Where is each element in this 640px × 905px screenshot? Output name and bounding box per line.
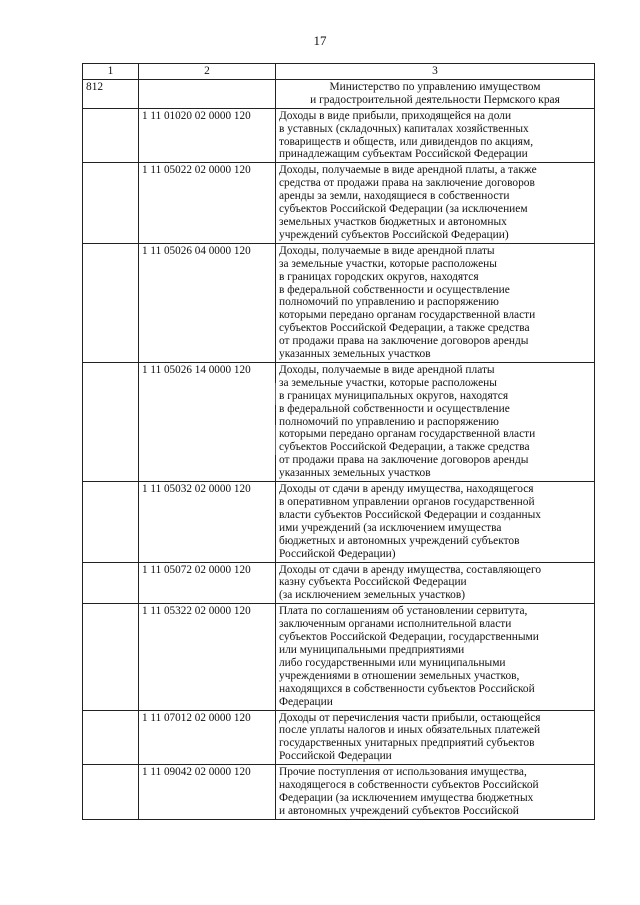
empty-cell [83,243,139,362]
revenue-description: Доходы, получаемые в виде арендной платы, а также средства от продажи права на заключение договоров аренды за земли, находящиеся в собственности субъектов Российской Федерации (за исключением земельных участков бюджетных и автономных учреждений субъектов Российской Федерации) [276,163,595,243]
empty-cell [83,163,139,243]
revenue-description: Доходы от сдачи в аренду имущества, составляющего казну субъекта Российской Федерации (за исключением земельных участков) [276,562,595,604]
empty-cell [83,765,139,820]
header-row [83,64,595,80]
revenue-description: Доходы от сдачи в аренду имущества, находящегося в оперативном управлении органов государственной власти субъектов Российской Федерации и созданных ими учреждений (за исключением имущества бюджетных и автономных учреждений субъектов Российской Федерации) [276,482,595,562]
empty-cell [83,362,139,481]
table-row [83,482,595,562]
table-row [83,604,595,710]
table-row [83,562,595,604]
table-row [83,108,595,163]
revenue-description: Доходы, получаемые в виде арендной платы за земельные участки, которые расположены в границах муниципальных округов, находятся в федеральной собственности и осуществление полномочий по управлению и распоряжению которыми передано органам государственной власти субъектов Российской Федерации, а также средства от продажи права на заключение договоров аренды указанных земельных участков [276,362,595,481]
page-number: 17 [313,33,327,48]
revenue-codes-table [82,63,595,820]
revenue-code: 1 11 07012 02 0000 120 [139,710,276,765]
ministry-name: Министерство по управлению имуществом и градостроительной деятельности Пермского края [276,79,595,108]
table-row [83,243,595,362]
revenue-code: 1 11 01020 02 0000 120 [139,108,276,163]
table-row [83,163,595,243]
revenue-description: Доходы в виде прибыли, приходящейся на доли в уставных (складочных) капиталах хозяйственных товариществ и обществ, или дивидендов по акциям, принадлежащим субъектам Российской Федерации [276,108,595,163]
table-row [83,765,595,820]
revenue-code: 1 11 05032 02 0000 120 [139,482,276,562]
empty-cell [83,562,139,604]
revenue-code: 1 11 09042 02 0000 120 [139,765,276,820]
revenue-code: 1 11 05322 02 0000 120 [139,604,276,710]
empty-cell [83,710,139,765]
header-col-2: 2 [139,64,276,80]
ministry-row [83,79,595,108]
ministry-empty-cell [139,79,276,108]
header-col-1: 1 [83,64,139,80]
revenue-description: Плата по соглашениям об установлении сервитута, заключенным органами исполнительной власти субъектов Российской Федерации, государственными или муниципальными предприятиями либо государственными или муниципальными учреждениями в отношении земельных участков, находящихся в собственности субъектов Российской Федерации [276,604,595,710]
table-row [83,710,595,765]
header-col-3: 3 [276,64,595,80]
revenue-code: 1 11 05072 02 0000 120 [139,562,276,604]
scan-mark [275,425,276,455]
revenue-code: 1 11 05026 04 0000 120 [139,243,276,362]
revenue-description: Доходы, получаемые в виде арендной платы за земельные участки, которые расположены в границах городских округов, находятся в федеральной собственности и осуществление полномочий по управлению и распоряжению которыми передано органам государственной власти субъектов Российской Федерации, а также средства от продажи права на заключение договоров аренды указанных земельных участков [276,243,595,362]
empty-cell [83,482,139,562]
revenue-description: Прочие поступления от использования имущества, находящегося в собственности субъектов Российской Федерации (за исключением имущества бюджетных и автономных учреждений субъектов Российской [276,765,595,820]
revenue-description: Доходы от перечисления части прибыли, остающейся после уплаты налогов и иных обязательных платежей государственных унитарных предприятий субъектов Российской Федерации [276,710,595,765]
revenue-code: 1 11 05022 02 0000 120 [139,163,276,243]
empty-cell [83,604,139,710]
empty-cell [83,108,139,163]
ministry-code: 812 [83,79,139,108]
revenue-code: 1 11 05026 14 0000 120 [139,362,276,481]
scan-mark [275,383,276,405]
table-row [83,362,595,481]
